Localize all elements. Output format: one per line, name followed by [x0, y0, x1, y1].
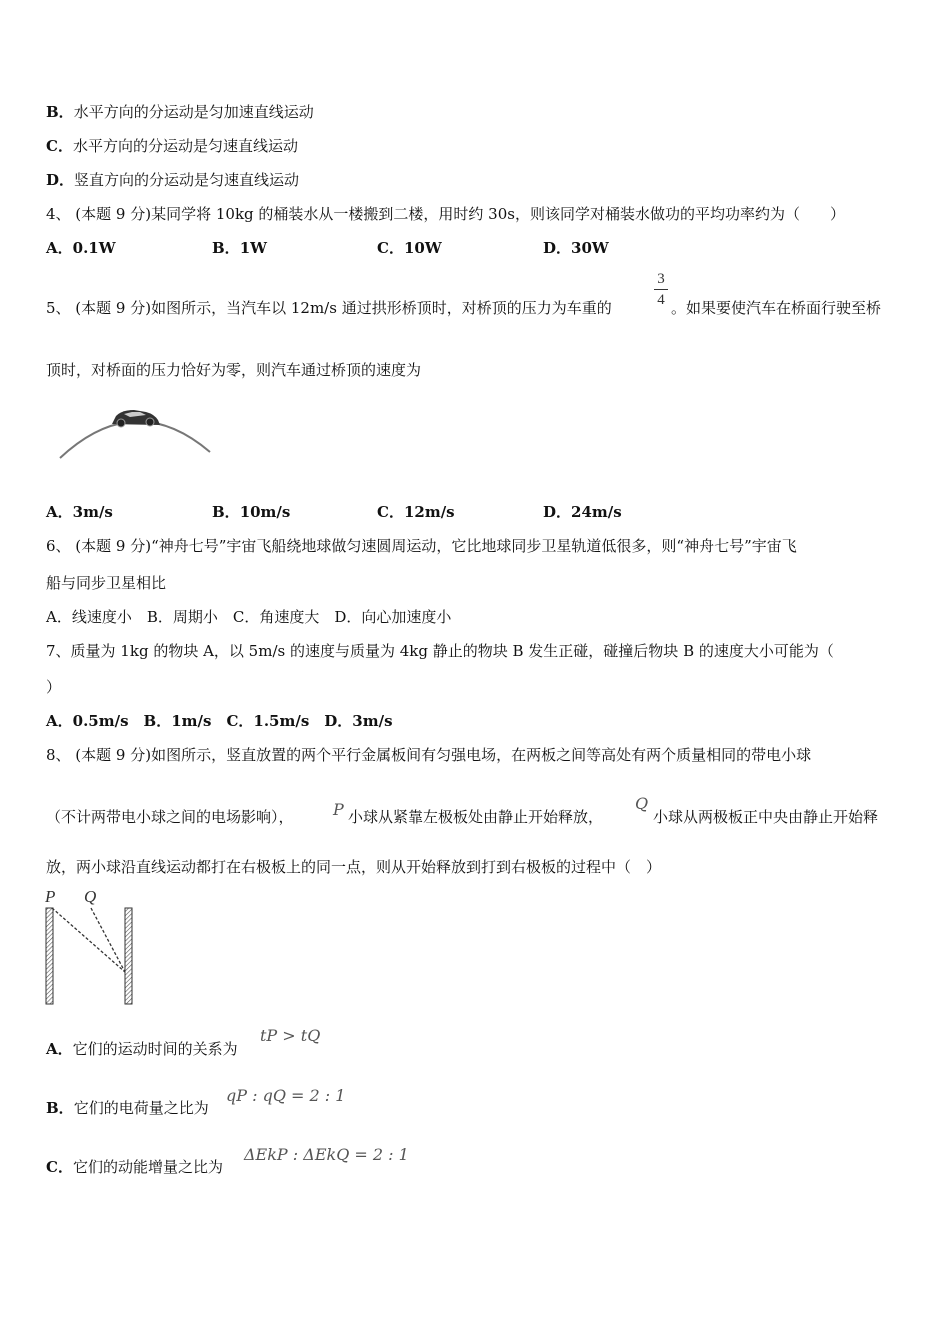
q5-stem-line2: 顶时，对桥面的压力恰好为零，则汽车通过桥顶的速度为	[46, 361, 422, 379]
option-text: 0.1W	[72, 239, 116, 257]
q4-option-a	[46, 238, 116, 258]
option-label: B．	[46, 103, 74, 121]
q6-options: A．线速度小 B．周期小 C．角速度大 D．向心加速度小	[46, 608, 452, 626]
q5-option-b	[212, 502, 290, 522]
path-p	[52, 908, 125, 972]
q7-stem-line2: ）	[46, 678, 62, 696]
option-text: 它们的电荷量之比为	[73, 1099, 209, 1117]
symbol-q: Q	[635, 794, 649, 813]
fraction-bar	[654, 289, 668, 290]
q8-text-a: （不计两带电小球之间的电场影响），	[46, 808, 294, 826]
q3-option-c	[46, 136, 298, 156]
q5-text-part1: 5、 (本题 9 分)如图所示，当汽车以 12m/s 通过拱形桥顶时，对桥顶的压力为车重的	[46, 299, 612, 317]
option-text: 它们的动能增量之比为	[72, 1158, 223, 1176]
option-text: 水平方向的分运动是匀速直线运动	[72, 137, 298, 155]
q7-stem-line1: 7、质量为 1kg 的物块 A，以 5m/s 的速度与质量为 4kg 静止的物块 B 发生正碰，碰撞后物块 B 的速度大小可能为（	[46, 642, 834, 660]
arch-bridge	[60, 421, 210, 458]
option-label: A．	[46, 503, 73, 521]
q8-text-c: 小球从两极板正中央由静止开始释	[653, 808, 879, 826]
q5-option-a	[46, 502, 113, 522]
option-label: B．	[212, 503, 240, 521]
option-text: 12m/s	[403, 503, 455, 521]
label-q: Q	[84, 887, 97, 906]
q4-stem: 4、 (本题 9 分)某同学将 10kg 的桶装水从一楼搬到二楼，用时约 30s，则该同学对桶装水做功的平均功率约为（ ）	[46, 205, 845, 223]
option-label: D．	[46, 171, 75, 189]
q8-stem-line1: 8、 (本题 9 分)如图所示，竖直放置的两个平行金属板间有匀强电场，在两板之间等高处有两个质量相同的带电小球	[46, 746, 812, 764]
q4-option-d	[543, 238, 609, 258]
q7-options: A．0.5m/s B．1m/s C．1.5m/s D．3m/s	[46, 712, 393, 730]
q4-option-b	[212, 238, 267, 258]
option-label: A．	[46, 239, 73, 257]
fraction-numerator: 3	[657, 271, 665, 287]
parallel-plates-figure	[40, 886, 150, 1008]
fraction-denominator: 4	[657, 292, 665, 308]
q8-option-b-math: qP : qQ = 2 : 1	[226, 1086, 346, 1105]
q8-option-a-math: tP > tQ	[260, 1026, 321, 1045]
q8-text-b: 小球从紧靠左极板处由静止开始释放，	[348, 808, 604, 826]
option-label: A．	[46, 1040, 73, 1058]
option-label: B．	[212, 239, 240, 257]
option-label: D．	[543, 503, 572, 521]
q4-option-c	[377, 238, 442, 258]
q8-option-a	[46, 1039, 238, 1059]
option-text: 1W	[239, 239, 267, 257]
option-text: 3m/s	[72, 503, 113, 521]
option-label: B．	[46, 1099, 74, 1117]
option-text: 10W	[403, 239, 442, 257]
right-plate	[125, 908, 132, 1004]
left-plate	[46, 908, 53, 1004]
bridge-car-figure	[50, 398, 220, 468]
q6-stem-line1: 6、 (本题 9 分)“神舟七号”宇宙飞船绕地球做匀速圆周运动，它比地球同步卫星轨道低很多，则“神舟七号”宇宙飞	[46, 537, 797, 555]
option-text: 24m/s	[571, 503, 622, 521]
q8-stem-line2	[46, 807, 294, 827]
option-label: D．	[543, 239, 572, 257]
option-text: 水平方向的分运动是匀加速直线运动	[73, 103, 314, 121]
option-text: 30W	[571, 239, 609, 257]
q5-fraction	[654, 270, 668, 309]
label-p: P	[45, 887, 56, 906]
q8-option-c-math: ΔEkP : ΔEkQ = 2 : 1	[244, 1145, 409, 1164]
q8-stem-line3: 放，两小球沿直线运动都打在右极板上的同一点，则从开始释放到打到右极板的过程中（ ）	[46, 858, 662, 876]
q8-option-c	[46, 1157, 223, 1177]
q6-stem-line2: 船与同步卫星相比	[46, 574, 167, 592]
option-label: C．	[377, 503, 404, 521]
symbol-p: P	[333, 800, 344, 819]
option-text: 竖直方向的分运动是匀速直线运动	[74, 171, 300, 189]
option-label: C．	[46, 1158, 73, 1176]
q5-option-d	[543, 502, 622, 522]
option-text: 它们的运动时间的关系为	[72, 1040, 238, 1058]
option-label: C．	[46, 137, 73, 155]
path-q	[91, 908, 125, 972]
q8-option-b	[46, 1098, 209, 1118]
q5-option-c	[377, 502, 455, 522]
option-label: C．	[377, 239, 404, 257]
q3-option-d	[46, 170, 299, 190]
option-text: 10m/s	[239, 503, 291, 521]
q3-option-b	[46, 102, 314, 122]
q5-stem-line1	[46, 298, 612, 318]
car-icon	[112, 410, 160, 427]
q5-text-part2: 。如果要使汽车在桥面行驶至桥	[671, 299, 882, 317]
